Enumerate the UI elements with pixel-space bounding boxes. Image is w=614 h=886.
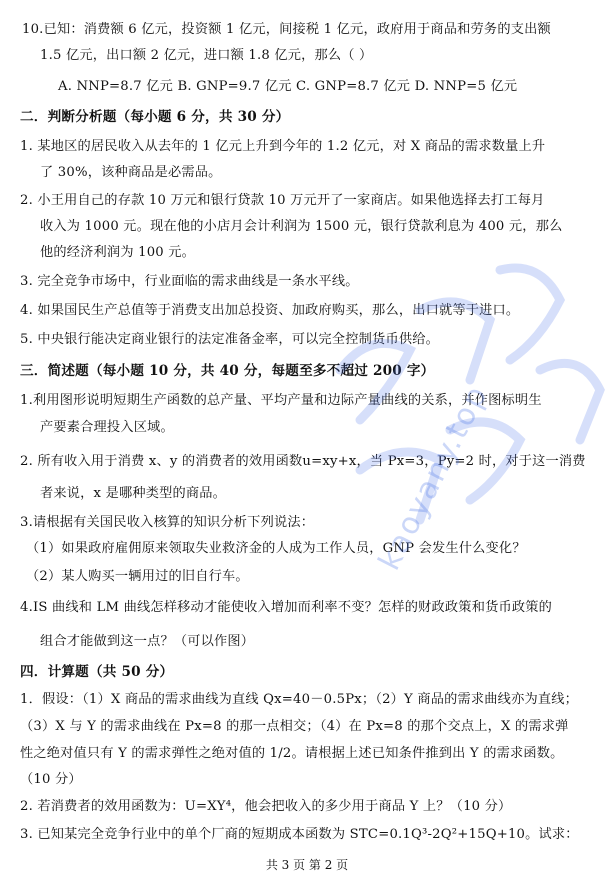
s2-item2-line2: 收入为 1000 元。现在他的小店月会计利润为 1500 元，银行贷款利息为 400 元，那么: [40, 219, 563, 234]
s3-item3-sub1: （1）如果政府雇佣原来领取失业救济金的人成为工作人员，GNP 会发生什么变化？: [26, 541, 526, 556]
s4-item1-line4: （10 分）: [20, 772, 82, 787]
s3-item4-line2: 组合才能做到这一点？（可以作图）: [40, 634, 255, 649]
s3-item2-line2: 者来说，x 是哪种类型的商品。: [40, 486, 227, 501]
section2-title: 二．判断分析题（每小题 6 分，共 30 分）: [20, 109, 290, 125]
s4-item1-line2: （3）X 与 Y 的需求曲线在 Px=8 的那一点相交；（4）在 Px=8 的那个交点上，X 的需求弹: [20, 719, 569, 734]
s2-item3: 3. 完全竞争市场中，行业面临的需求曲线是一条水平线。: [20, 274, 359, 289]
s4-item1-line1: 1．假设：（1）X 商品的需求曲线为直线 Qx=40－0.5Px；（2）Y 商品的需求曲线亦为直线；: [20, 692, 578, 707]
s3-item3-intro: 3.请根据有关国民收入核算的知识分析下列说法：: [20, 515, 315, 530]
s3-item3-sub2: （2）某人购买一辆用过的旧自行车。: [26, 569, 249, 584]
s3-item1-line2: 产要素合理投入区域。: [40, 420, 174, 435]
s2-item1-line2: 了 30%，该种商品是必需品。: [40, 165, 222, 180]
q10-line2: 1.5 亿元，出口额 2 亿元，进口额 1.8 亿元，那么（ ）: [40, 48, 373, 63]
s2-item2-line3: 他的经济利润为 100 元。: [40, 245, 196, 260]
q10-options: A. NNP=8.7 亿元 B. GNP=9.7 亿元 C. GNP=8.7 亿元 D. NNP=5 亿元: [58, 79, 518, 94]
watermark-text: kaoyany.top: [372, 379, 496, 576]
s3-item4-line1: 4.IS 曲线和 LM 曲线怎样移动才能使收入增加而利率不变？怎样的财政政策和货币政策的: [20, 600, 553, 615]
s3-item1-line1: 1.利用图形说明短期生产函数的总产量、平均产量和边际产量曲线的关系，并作图标明生: [20, 393, 542, 408]
q10-line1: 10.已知：消费额 6 亿元，投资额 1 亿元，间接税 1 亿元，政府用于商品和劳务的支出额: [22, 22, 551, 37]
s4-item2: 2. 若消费者的效用函数为：U=XY⁴，他会把收入的多少用于商品 Y 上？（10 分）: [20, 799, 512, 814]
s4-item1-line3: 性之绝对值只有 Y 的需求弹性之绝对值的 1/2。请根据上述已知条件推到出 Y 的需求函数。: [20, 746, 564, 761]
s2-item5: 5. 中央银行能决定商业银行的法定准备金率，可以完全控制货币供给。: [20, 332, 439, 347]
s4-item3: 3. 已知某完全竞争行业中的单个厂商的短期成本函数为 STC=0.1Q³-2Q²+15Q+10。试求：: [20, 827, 579, 842]
section4-title: 四．计算题（共 50 分）: [20, 664, 174, 680]
s3-item2-line1: 2. 所有收入用于消费 x、y 的消费者的效用函数u=xy+x，当 Px=3，Py=2 时，对于这一消费: [20, 454, 586, 469]
s2-item2-line1: 2. 小王用自己的存款 10 万元和银行贷款 10 万元开了一家商店。如果他选择去打工每月: [20, 193, 545, 208]
page-footer: 共 3 页 第 2 页: [265, 858, 349, 872]
s2-item1-line1: 1. 某地区的居民收入从去年的 1 亿元上升到今年的 1.2 亿元，对 X 商品的需求数量上升: [20, 139, 546, 154]
section3-title: 三．简述题（每小题 10 分，共 40 分，每题至多不超过 200 字）: [20, 363, 435, 379]
s2-item4: 4. 如果国民生产总值等于消费支出加总投资、加政府购买，那么，出口就等于进口。: [20, 303, 520, 318]
